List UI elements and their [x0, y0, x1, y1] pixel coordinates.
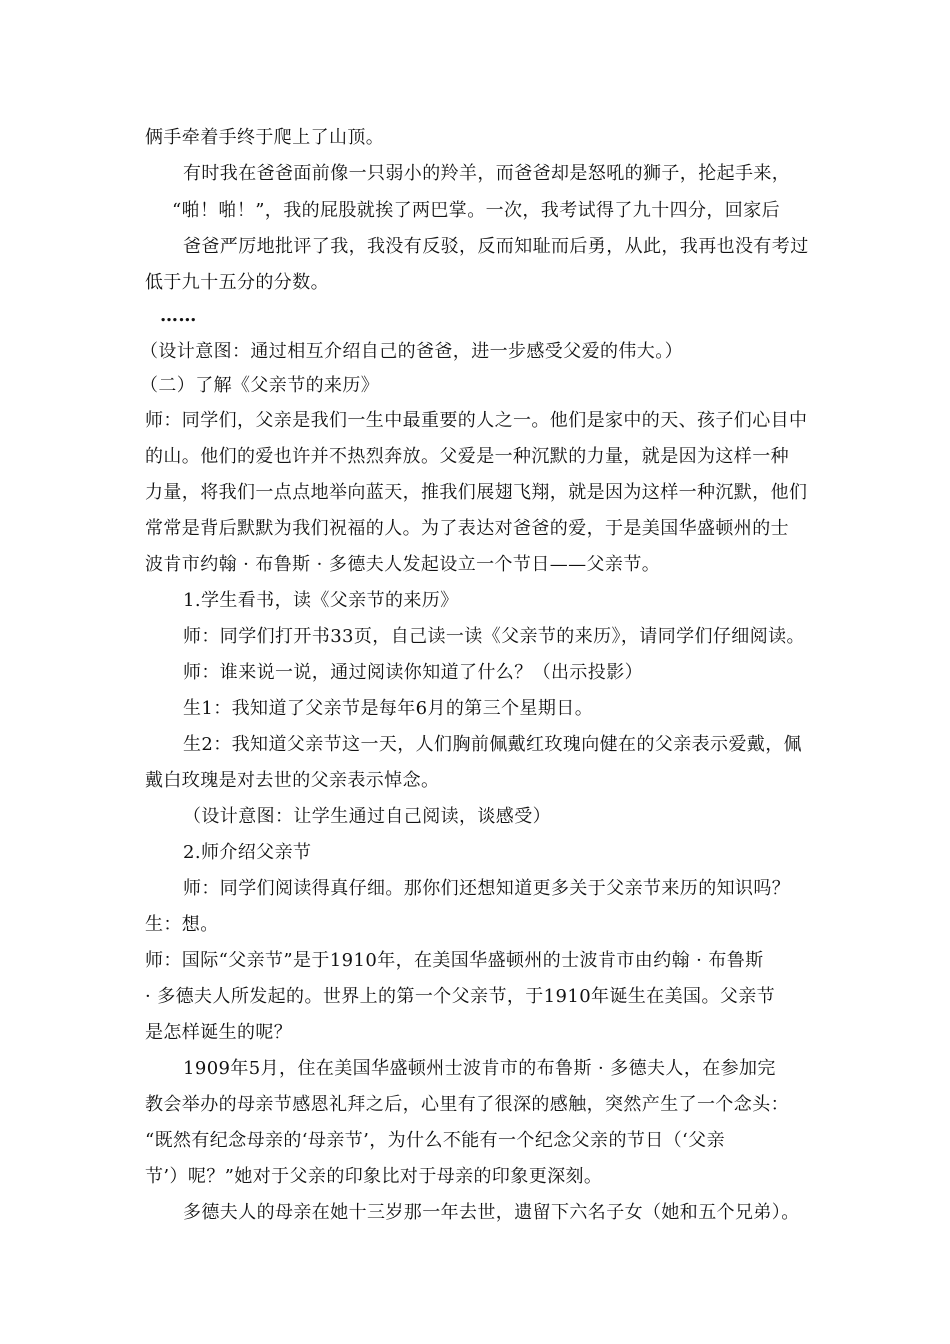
- text-line: “啪！啪！”，我的屁股就挨了两巴掌。一次，我考试得了九十四分，回家后: [172, 200, 781, 221]
- text-line: 师：国际“父亲节”是于1910年，在美国华盛顿州的士波肯市由约翰 · 布鲁斯: [145, 950, 764, 971]
- text-line: 师：同学们打开书33页，自己读一读《父亲节的来历》，请同学们仔细阅读。: [183, 626, 805, 647]
- text-line: 有时我在爸爸面前像一只弱小的羚羊，而爸爸却是怒吼的狮子，抡起手来，: [183, 163, 791, 184]
- design-intent-note: （设计意图：通过相互介绍自己的爸爸，进一步感受父爱的伟大。）: [140, 341, 683, 362]
- text-line: 生1：我知道了父亲节是每年6月的第三个星期日。: [183, 698, 594, 719]
- text-line: 1909年5月，住在美国华盛顿州士波肯市的布鲁斯 · 多德夫人，在参加完: [183, 1058, 776, 1079]
- subsection-heading: 1.学生看书，读《父亲节的来历》: [183, 590, 459, 611]
- text-line: 的山。他们的爱也许并不热烈奔放。父爱是一种沉默的力量，就是因为这样一种: [145, 446, 789, 467]
- text-line: 教会举办的母亲节感恩礼拜之后，心里有了很深的感触，突然产生了一个念头：: [145, 1094, 789, 1115]
- text-line: 节’）呢？”她对于父亲的印象比对于母亲的印象更深刻。: [145, 1166, 603, 1187]
- text-line: “既然有纪念母亲的‘母亲节’，为什么不能有一个纪念父亲的节日（‘父亲: [145, 1130, 725, 1151]
- text-line: 爸爸严厉地批评了我，我没有反驳，反而知耻而后勇，从此，我再也没有考过: [183, 236, 809, 257]
- text-line: 俩手牵着手终于爬上了山顶。: [145, 127, 385, 148]
- ellipsis-line: ……: [160, 305, 197, 326]
- text-line: 师：同学们，父亲是我们一生中最重要的人之一。他们是家中的天、孩子们心目中: [145, 410, 808, 431]
- text-line: 波肯市约翰 · 布鲁斯 · 多德夫人发起设立一个节日——父亲节。: [145, 554, 661, 575]
- section-heading: （二）了解《父亲节的来历》: [140, 375, 380, 396]
- text-line: 是怎样诞生的呢？: [145, 1022, 293, 1043]
- text-line: 生2：我知道父亲节这一天，人们胸前佩戴红玫瑰向健在的父亲表示爱戴，佩: [183, 734, 803, 755]
- text-line: 生：想。: [145, 914, 219, 935]
- text-line: 师：同学们阅读得真仔细。那你们还想知道更多关于父亲节来历的知识吗？: [183, 878, 791, 899]
- text-line: 多德夫人的母亲在她十三岁那一年去世，遗留下六名子女（她和五个兄弟）。: [183, 1202, 800, 1223]
- text-line: 师：谁来说一说，通过阅读你知道了什么？（出示投影）: [183, 662, 643, 683]
- subsection-heading: 2.师介绍父亲节: [183, 842, 312, 863]
- design-intent-note: （设计意图：让学生通过自己阅读，谈感受）: [183, 806, 551, 827]
- text-line: 常常是背后默默为我们祝福的人。为了表达对爸爸的爱，于是美国华盛顿州的士: [145, 518, 789, 539]
- text-line: 戴白玫瑰是对去世的父亲表示悼念。: [145, 770, 440, 791]
- text-line: 低于九十五分的分数。: [145, 272, 329, 293]
- text-line: 力量，将我们一点点地举向蓝天，推我们展翅飞翔，就是因为这样一种沉默，他们: [145, 482, 808, 503]
- text-line: · 多德夫人所发起的。世界上的第一个父亲节，于1910年诞生在美国。父亲节: [145, 986, 776, 1007]
